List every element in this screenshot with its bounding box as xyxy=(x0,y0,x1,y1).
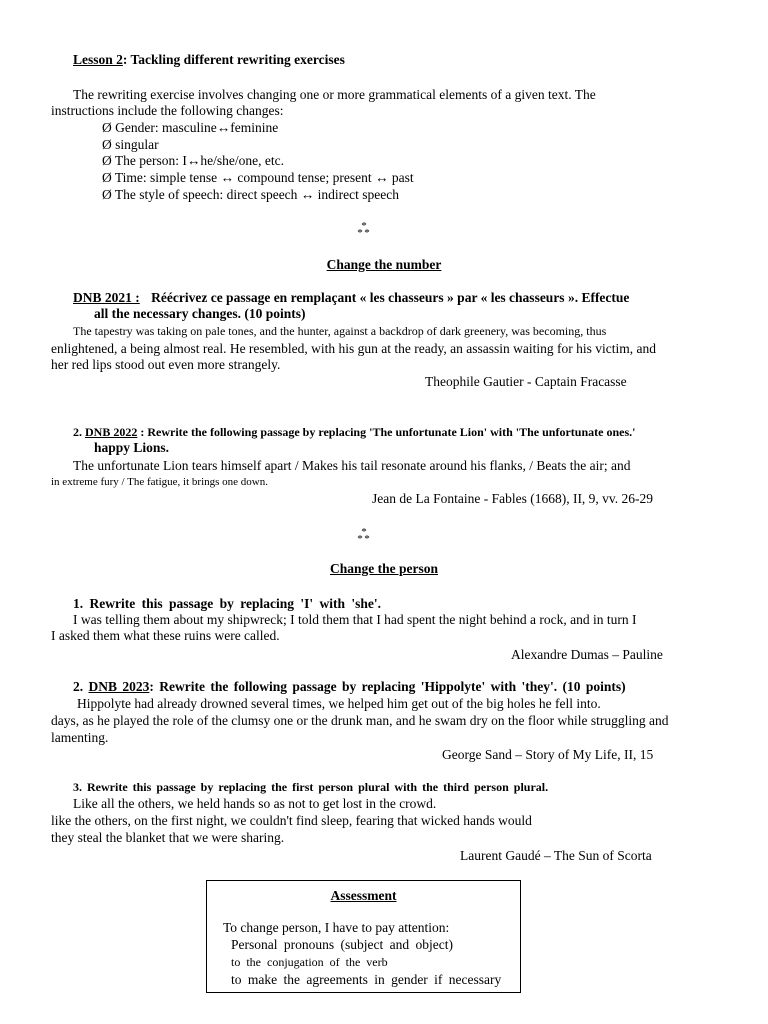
star: * xyxy=(357,227,363,239)
section-heading-person: Change the person xyxy=(329,561,438,576)
assessment-box xyxy=(206,880,521,993)
star: * xyxy=(361,220,367,232)
passage-source: Laurent Gaudé – The Sun of Scorta xyxy=(460,848,652,863)
star: * xyxy=(357,533,363,545)
passage-line: lamenting. xyxy=(51,730,109,745)
exercise-instruction-text: : Rewrite the following passage by replacing 'Hippolyte' with 'they'. (10 points) xyxy=(149,679,626,694)
passage-line: Hippolyte had already drowned several times, we helped him get out of the big holes he fell into. xyxy=(77,696,601,711)
assessment-title: Assessment xyxy=(330,888,397,903)
exercise-instruction xyxy=(73,679,626,695)
passage-line: enlightened, a being almost real. He resembled, with his gun at the ready, an assassin waiting for his victim, and xyxy=(51,341,656,356)
passage-line: The tapestry was taking on pale tones, and the hunter, against a backdrop of dark greenery, was becoming, thus xyxy=(73,324,607,338)
star: * xyxy=(364,533,370,545)
intro-line-1: The rewriting exercise involves changing one or more grammatical elements of a given text. The xyxy=(73,87,596,102)
bullet-item: Ø Gender: masculine↔feminine xyxy=(102,120,279,135)
passage-source: Jean de La Fontaine - Fables (1668), II, 9, vv. 26-29 xyxy=(372,491,654,506)
exercise-instruction-text: : Rewrite the following passage by replacing 'The unfortunate Lion' with 'The unfortunate ones.' xyxy=(140,425,636,439)
bullet-item: Ø The person: I↔he/she/one, etc. xyxy=(102,153,284,168)
passage-line: in extreme fury / The fatigue, it brings one down. xyxy=(51,476,268,488)
passage-line: her red lips stood out even more strangely. xyxy=(51,357,281,372)
exercise-instruction-cont: happy Lions. xyxy=(94,440,170,455)
exercise-instruction xyxy=(73,424,635,440)
exercise-instruction-text: Réécrivez ce passage en remplaçant « les chasseurs » par « les chasseurs ». Effectue xyxy=(151,290,630,305)
intro-line-2: instructions include the following changes: xyxy=(51,103,284,118)
section-heading-number: Change the number xyxy=(326,257,442,272)
lesson-label: Lesson 2 xyxy=(73,52,123,67)
passage-line: I asked them what these ruins were called. xyxy=(51,628,280,643)
passage-line: they steal the blanket that we were sharing. xyxy=(51,830,285,845)
bullet-item: Ø Time: simple tense ↔ compound tense; present ↔ past xyxy=(102,170,414,185)
exercise-instruction: 3. Rewrite this passage by replacing the first person plural with the third person plural. xyxy=(73,780,549,794)
passage-source: George Sand – Story of My Life, II, 15 xyxy=(442,747,654,762)
passage-line: like the others, on the first night, we couldn't find sleep, fearing that wicked hands would xyxy=(51,813,532,828)
exercise-label: DNB 2023 xyxy=(88,679,150,694)
exercise-instruction: 1. Rewrite this passage by replacing 'I' with 'she'. xyxy=(73,596,382,611)
exercise-number: 2. xyxy=(73,679,84,694)
passage-line: days, as he played the role of the clumsy one or the drunk man, and he swam dry on the floor while struggling and xyxy=(51,713,669,728)
exercise-label: DNB 2021 : xyxy=(73,290,140,305)
passage-line: I was telling them about my shipwreck; I told them that I had spent the night behind a rock, and in turn I xyxy=(73,612,637,627)
star: * xyxy=(361,526,367,538)
exercise-instruction xyxy=(73,290,629,306)
passage-line: Like all the others, we held hands so as not to get lost in the crowd. xyxy=(73,796,437,811)
lesson-title xyxy=(73,52,345,68)
assessment-item: to the conjugation of the verb xyxy=(231,955,388,969)
assessment-item: to make the agreements in gender if necessary xyxy=(231,972,502,987)
assessment-item: Personal pronouns (subject and object) xyxy=(231,937,453,952)
passage-source: Alexandre Dumas – Pauline xyxy=(511,647,663,662)
bullet-item: Ø singular xyxy=(102,137,159,152)
bullet-item: Ø The style of speech: direct speech ↔ indirect speech xyxy=(102,187,400,202)
exercise-instruction-cont: all the necessary changes. (10 points) xyxy=(94,306,306,321)
star: * xyxy=(364,227,370,239)
exercise-number: 2. xyxy=(73,425,82,439)
assessment-intro: To change person, I have to pay attention: xyxy=(223,920,450,935)
lesson-title-text: : Tackling different rewriting exercises xyxy=(122,52,345,67)
passage-line: The unfortunate Lion tears himself apart / Makes his tail resonate around his flanks, / Beats the air; and xyxy=(73,458,631,473)
passage-source: Theophile Gautier - Captain Fracasse xyxy=(425,374,627,389)
exercise-label: DNB 2022 xyxy=(85,425,138,439)
